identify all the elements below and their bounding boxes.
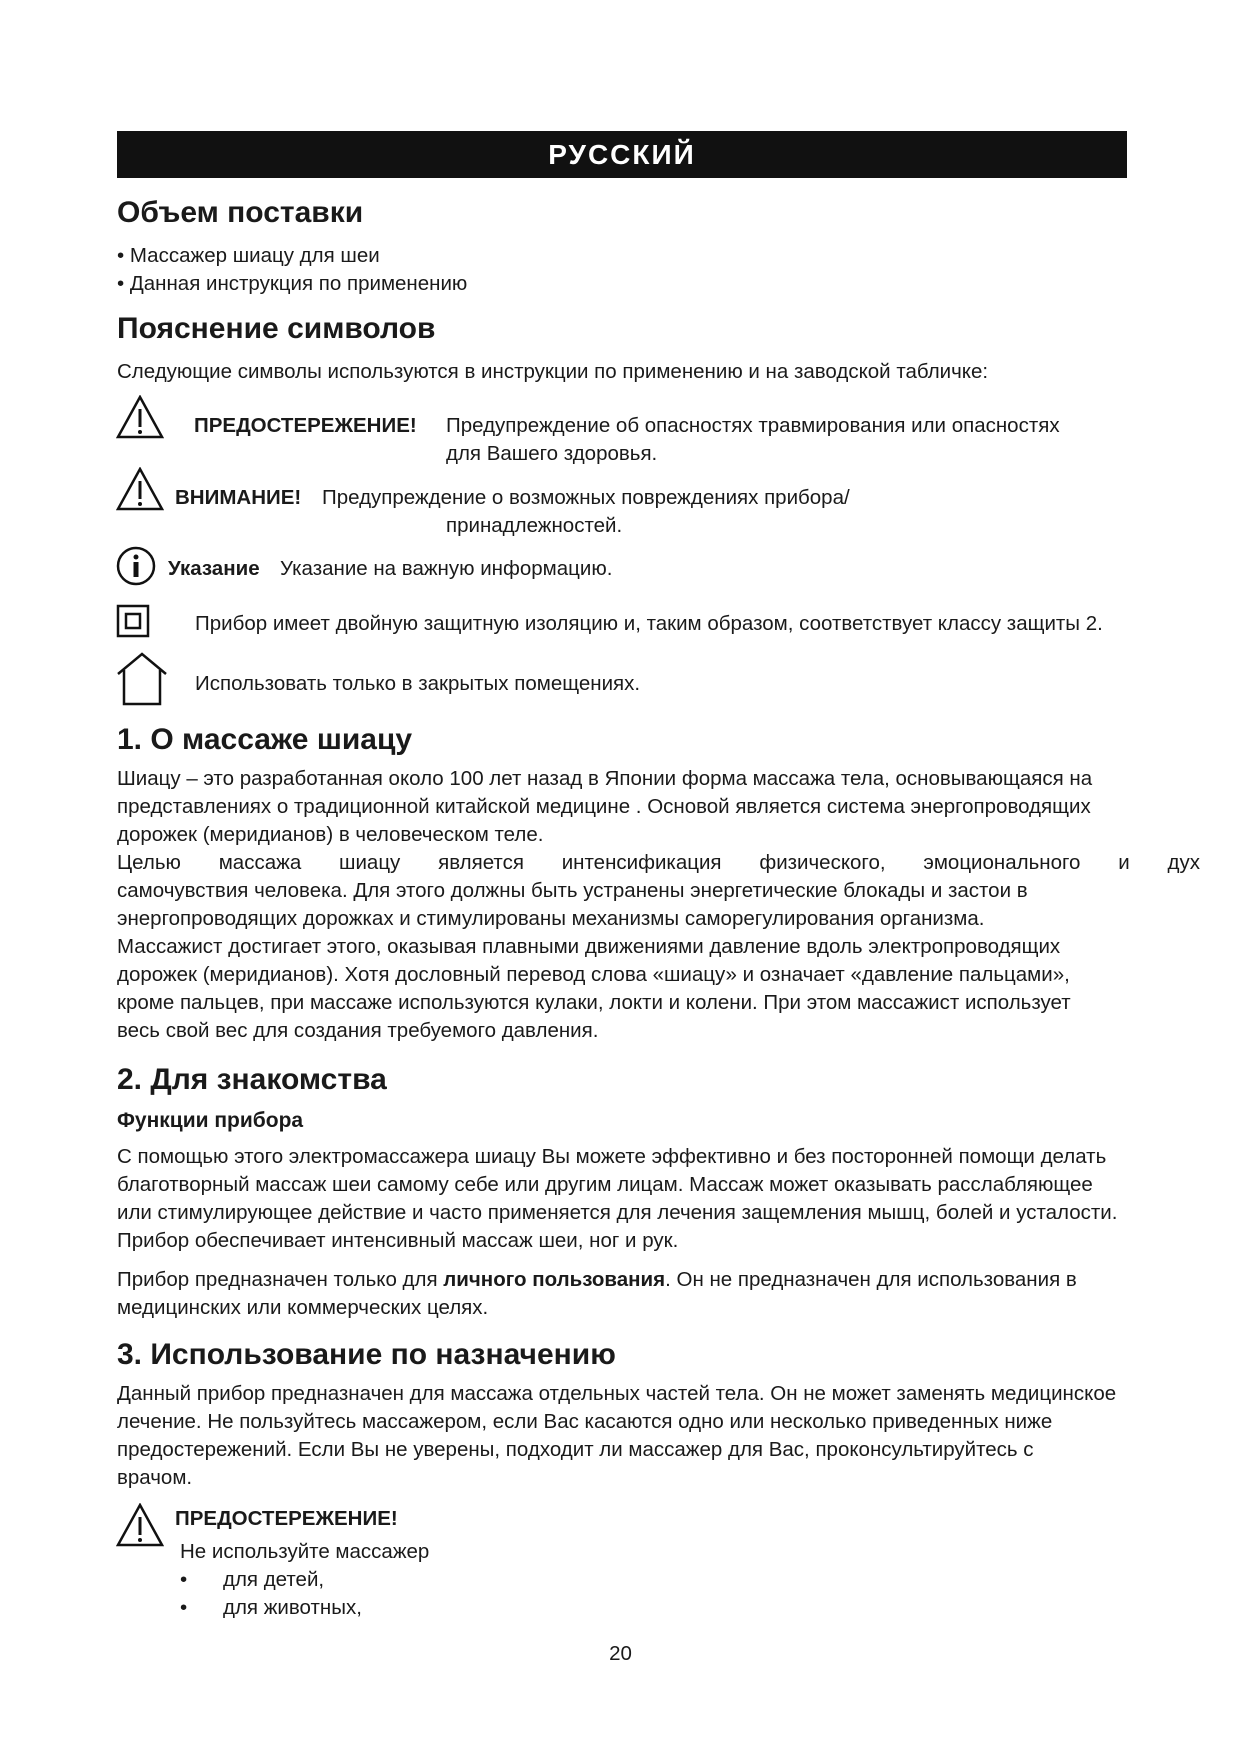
text-line: или стимулирующее действие и часто применяется для лечения защемления мышц, болей и усталости. — [117, 1201, 1118, 1224]
text-line: С помощью этого электромассажера шиацу Вы можете эффективно и без посторонней помощи делать — [117, 1145, 1107, 1168]
note-text: Указание на важную информацию. — [280, 557, 613, 580]
warning-triangle-icon — [116, 395, 164, 439]
word: шиацу — [339, 851, 401, 874]
text-line: Шиацу – это разработанная около 100 лет назад в Японии форма массажа тела, основывающаяся на — [117, 767, 1093, 790]
section3-warning-intro: Не используйте массажер — [180, 1540, 430, 1563]
word: является — [438, 851, 524, 874]
word: физического, — [759, 851, 886, 874]
delivery-title: Объем поставки — [117, 196, 364, 229]
language-header — [117, 131, 1127, 178]
section3-warning-label: ПРЕДОСТЕРЕЖЕНИЕ! — [175, 1507, 398, 1530]
text-line: кроме пальцев, при массаже используются кулаки, локти и колени. При этом массажист использует — [117, 991, 1071, 1014]
note-label: Указание — [168, 557, 260, 580]
text-line: весь свой вес для создания требуемого давления. — [117, 1019, 599, 1042]
caution-text: Предупреждение о возможных повреждениях прибора/ — [322, 486, 850, 509]
text-line: предостережений. Если Вы не уверены, подходит ли массажер для Вас, проконсультируйтесь с — [117, 1438, 1034, 1461]
delivery-item: • Массажер шиацу для шеи — [117, 244, 380, 267]
word: и — [1118, 851, 1130, 874]
language-title: РУССКИЙ — [548, 138, 696, 170]
warning-triangle-icon — [116, 1503, 164, 1547]
caution-text: принадлежностей. — [446, 514, 623, 537]
section3-text — [117, 1380, 1116, 1492]
text-line: Прибор обеспечивает интенсивный массаж шеи, ног и рук. — [117, 1229, 679, 1252]
word: дух — [1167, 851, 1200, 874]
warning-label: ПРЕДОСТЕРЕЖЕНИЕ! — [194, 414, 417, 437]
text-line: благотворный массаж шеи самому себе или другим лицам. Массаж может оказывать расслабляющее — [117, 1173, 1093, 1196]
text-line: самочувствия человека. Для этого должны быть устранены энергетические блокады и застои в — [117, 879, 1028, 902]
word: Целью — [117, 851, 181, 874]
personal-pre: Прибор предназначен только для — [117, 1268, 444, 1291]
section2-title: 2. Для знакомства — [117, 1063, 387, 1096]
text-line: энергопроводящих дорожках и стимулированы механизмы саморегулирования организма. — [117, 907, 985, 930]
text-line: дорожек (меридианов) в человеческом теле. — [117, 823, 544, 846]
insulation-text: Прибор имеет двойную защитную изоляцию и, таким образом, соответствует классу защиты 2. — [195, 612, 1103, 635]
word: интенсификация — [561, 851, 722, 874]
symbols-intro: Следующие символы используются в инструкции по применению и на заводской табличке: — [117, 360, 989, 383]
bullet: • — [180, 1596, 188, 1619]
symbols-title: Пояснение символов — [117, 312, 436, 345]
list-item — [180, 1566, 325, 1594]
word: эмоционального — [923, 851, 1081, 874]
delivery-item: • Данная инструкция по применению — [117, 272, 468, 295]
text-line: врачом. — [117, 1466, 193, 1489]
personal-bold: личного пользования — [443, 1268, 666, 1291]
text-line: дорожек (меридианов). Хотя дословный перевод слова «шиацу» и означает «давление пальцами», — [117, 963, 1070, 986]
text-line: представлениях о традиционной китайской медицине . Основой является система энергопроводящих — [117, 795, 1091, 818]
warning-text: Предупреждение об опасностях травмирования или опасностях — [446, 414, 1060, 437]
page-number: 20 — [609, 1642, 632, 1665]
personal-post: . Он не предназначен для использования в — [665, 1268, 1077, 1291]
info-icon — [115, 545, 157, 587]
section1-title: 1. О массаже шиацу — [117, 723, 413, 756]
caution-label: ВНИМАНИЕ! — [175, 486, 302, 509]
indoor-text: Использовать только в закрытых помещениях. — [195, 672, 641, 695]
text-line: лечение. Не пользуйтесь массажером, если Вас касаются одно или несколько приведенных ниже — [117, 1410, 1053, 1433]
bullet-text: для детей, — [223, 1568, 325, 1591]
justified-line — [117, 849, 1200, 877]
bullet-text: для животных, — [223, 1596, 362, 1619]
personal-use-text — [117, 1266, 1077, 1322]
text-line — [117, 1266, 1077, 1294]
bullet: • — [180, 1568, 188, 1591]
section2-text — [117, 1143, 1117, 1255]
section1-text — [117, 765, 1200, 1045]
double-insulation-icon — [116, 604, 150, 638]
section3-title: 3. Использование по назначению — [117, 1338, 616, 1371]
caution-triangle-icon — [116, 467, 164, 511]
word: массажа — [218, 851, 302, 874]
warning-text: для Вашего здоровья. — [446, 442, 658, 465]
text-line: Данный прибор предназначен для массажа отдельных частей тела. Он не может заменять медицинское — [117, 1382, 1117, 1405]
text-line: Массажист достигает этого, оказывая плавными движениями давление вдоль электропроводящих — [117, 935, 1061, 958]
list-item — [180, 1594, 362, 1622]
text-line: медицинских или коммерческих целях. — [117, 1296, 489, 1319]
section2-subtitle: Функции прибора — [117, 1109, 304, 1132]
indoor-house-icon — [114, 650, 170, 708]
